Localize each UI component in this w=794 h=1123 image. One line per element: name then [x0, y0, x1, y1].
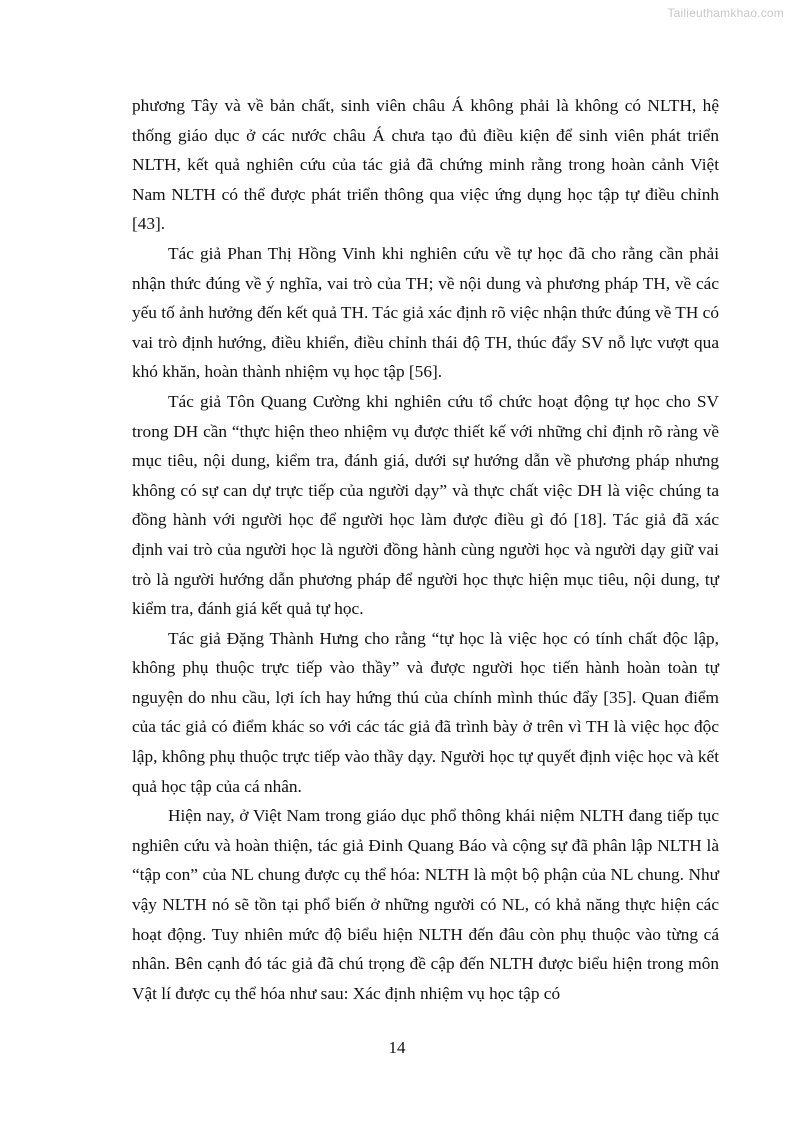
- paragraph-phan-thi-hong-vinh: Tác giả Phan Thị Hồng Vinh khi nghiên cứu về tự học đã cho rằng cần phải nhận thức đúng về ý nghĩa, vai trò của TH; về nội dung và phương pháp TH, về các yếu tố ảnh hưởng đến kết quả TH. Tác giả xác định rõ việc nhận thức đúng về TH có vai trò định hướng, điều khiển, điều chỉnh thái độ TH, thúc đẩy SV nỗ lực vượt qua khó khăn, hoàn thành nhiệm vụ học tập [56].: [132, 243, 719, 382]
- paragraph-ton-quang-cuong: Tác giả Tôn Quang Cường khi nghiên cứu tổ chức hoạt động tự học cho SV trong DH cần “thực hiện theo nhiệm vụ được thiết kế với những chỉ định rõ ràng về mục tiêu, nội dung, kiểm tra, đánh giá, dưới sự hướng dẫn về phương pháp nhưng không có sự can dự trực tiếp của người dạy” và thực chất việc DH là việc chúng ta đồng hành với người học để người học làm được điều gì đó [18]. Tác giả đã xác định vai trò của người học là người đồng hành cùng người học và người dạy giữ vai trò là người hướng dẫn phương pháp để người học thực hiện mục tiêu, nội dung, tự kiểm tra, đánh giá kết quả tự học.: [132, 391, 719, 619]
- paragraph-continuation: phương Tây và về bản chất, sinh viên châu Á không phải là không có NLTH, hệ thống giáo dục ở các nước châu Á chưa tạo đủ điều kiện để sinh viên phát triển NLTH, kết quả nghiên cứu của tác giả đã chứng minh rằng trong hoàn cảnh Việt Nam NLTH có thể được phát triển thông qua việc ứng dụng học tập tự điều chỉnh [43].: [132, 96, 719, 234]
- document-body: [132, 91, 719, 1008]
- watermark-text: Tailieuthamkhao.com: [667, 6, 784, 20]
- page-number: 14: [388, 1038, 406, 1057]
- paragraph-dinh-quang-bao: Hiện nay, ở Việt Nam trong giáo dục phổ thông khái niệm NLTH đang tiếp tục nghiên cứu và hoàn thiện, tác giả Đinh Quang Báo và cộng sự đã phân lập NLTH là “tập con” của NL chung được cụ thể hóa: NLTH là một bộ phận của NL chung. Như vậy NLTH nó sẽ tồn tại phổ biến ở những người có NL, có khả năng thực hiện các hoạt động. Tuy nhiên mức độ biểu hiện NLTH đến đâu còn phụ thuộc vào từng cá nhân. Bên cạnh đó tác giả đã chú trọng đề cập đến NLTH được biểu hiện trong môn Vật lí được cụ thể hóa như sau: Xác định nhiệm vụ học tập có: [132, 806, 719, 1003]
- paragraph-dang-thanh-hung: Tác giả Đặng Thành Hưng cho rằng “tự học là việc học có tính chất độc lập, không phụ thuộc trực tiếp vào thầy” và được người học tiến hành hoàn toàn tự nguyện do nhu cầu, lợi ích hay hứng thú của chính mình thúc đẩy [35]. Quan điểm của tác giả có điểm khác so với các tác giả đã trình bày ở trên vì TH là việc học độc lập, không phụ thuộc trực tiếp vào thầy dạy. Người học tự quyết định việc học và kết quả học tập của cá nhân.: [132, 628, 719, 796]
